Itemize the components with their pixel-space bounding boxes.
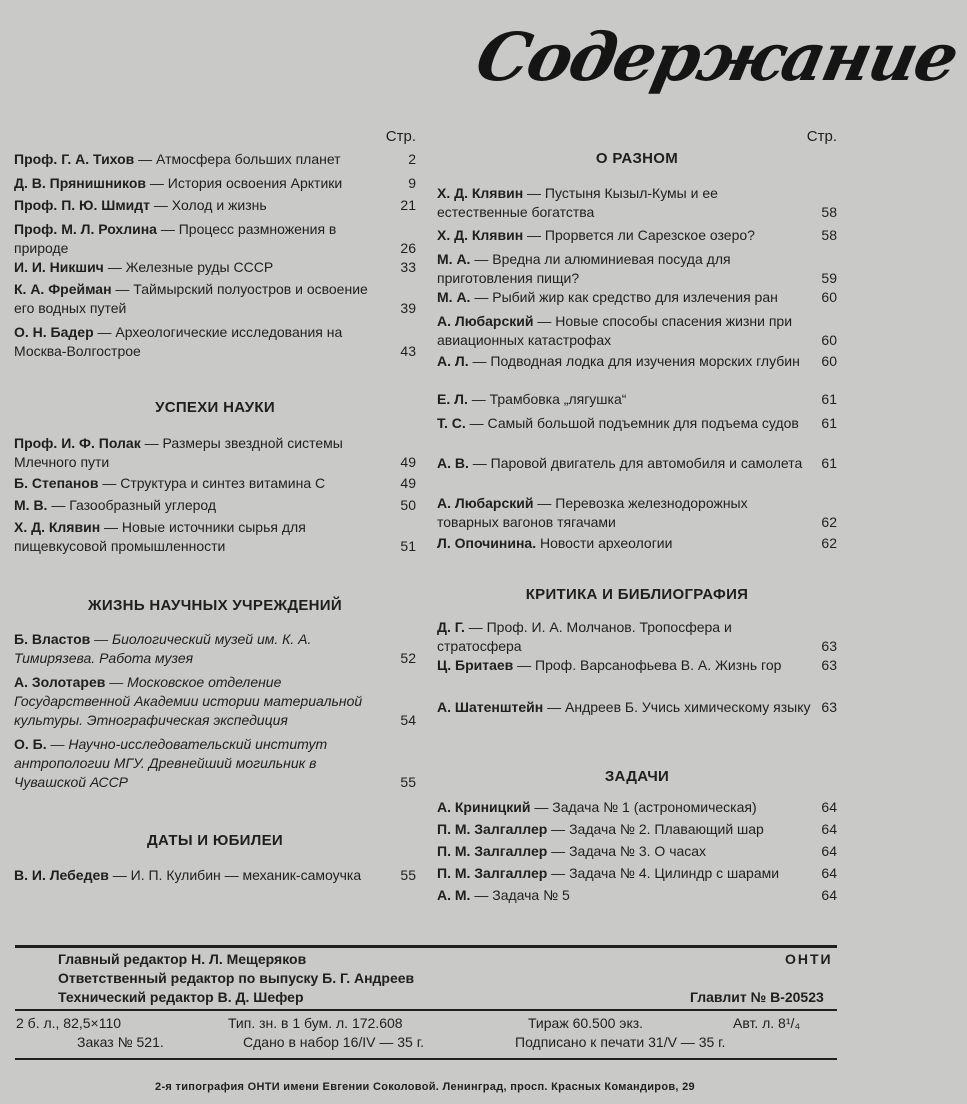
page-title: Содержание <box>469 18 964 96</box>
toc-entry-text <box>14 866 390 885</box>
toc-author: А. Любарский <box>437 495 534 511</box>
toc-entry-text <box>14 673 390 730</box>
toc-entry <box>437 618 837 656</box>
toc-title: — Археологические исследования на Москва-Волгострое <box>14 324 343 359</box>
toc-entry <box>437 226 837 245</box>
toc-title: — И. П. Кулибин — механик-самоучка <box>108 867 362 883</box>
toc-entry <box>14 174 416 193</box>
toc-page-number: 64 <box>821 887 837 903</box>
toc-title: — Газообразный углерод <box>47 497 217 513</box>
toc-page-number: 58 <box>821 227 837 243</box>
toc-author: Проф. П. Ю. Шмидт <box>14 197 151 213</box>
toc-title: — История освоения Арктики <box>146 175 343 191</box>
toc-author: Х. Д. Клявин <box>14 519 101 535</box>
toc-title: — Задача № 3. О часах <box>547 843 707 859</box>
toc-entry <box>437 184 837 222</box>
toc-title: — Московское отделение Государственной Академии истории материальной культуры. Этнографическая экспедиция <box>14 674 363 728</box>
toc-page-number: 39 <box>400 300 416 316</box>
toc-entry-text <box>14 630 390 668</box>
right-column <box>437 128 837 903</box>
toc-entry <box>437 414 837 433</box>
toc-author: А. Шатенштейн <box>437 699 544 715</box>
toc-entry-text <box>14 735 390 792</box>
toc-page-number: 49 <box>400 454 416 470</box>
toc-entry <box>437 312 837 350</box>
toc-entry-text <box>437 494 811 532</box>
sheets-format: 2 б. л., 82,5×110 <box>16 1015 122 1031</box>
toc-title: — Перевозка железнодорожных товарных вагонов тягачами <box>437 495 748 530</box>
toc-author: М. А. <box>437 289 471 305</box>
toc-author: Проф. И. Ф. Полак <box>14 435 141 451</box>
toc-author: О. Б. <box>14 736 47 752</box>
toc-entry <box>14 150 416 169</box>
toc-title: — Процесс размножения в природе <box>14 221 337 256</box>
toc-entry-text <box>437 184 811 222</box>
toc-page-number: 63 <box>821 657 837 673</box>
toc-entry-text <box>437 250 811 288</box>
toc-entry <box>437 820 837 839</box>
toc-entry-text <box>14 220 390 258</box>
toc-page-number: 21 <box>400 197 416 213</box>
toc-entry <box>14 496 416 515</box>
toc-entry <box>437 454 837 473</box>
toc-author: А. М. <box>437 887 471 903</box>
toc-author: В. И. Лебедев <box>14 867 109 883</box>
toc-page-number: 2 <box>408 151 416 167</box>
toc-title: — Проф. И. А. Молчанов. Тропосфера и стратосфера <box>437 619 732 654</box>
toc-page-number: 51 <box>400 538 416 554</box>
toc-author: К. А. Фрейман <box>14 281 112 297</box>
toc-author: Б. Степанов <box>14 475 99 491</box>
toc-author: А. Криницкий <box>437 799 531 815</box>
footer-rule-top <box>15 945 837 948</box>
toc-entry-text <box>14 496 390 515</box>
toc-page-number: 61 <box>821 455 837 471</box>
toc-author: И. И. Никшич <box>14 259 104 275</box>
toc-page-number: 64 <box>821 843 837 859</box>
toc-page-number: 64 <box>821 821 837 837</box>
toc-author: А. Золотарев <box>14 674 106 690</box>
toc-entry <box>437 656 837 675</box>
toc-entry <box>437 798 837 817</box>
toc-author: Д. Г. <box>437 619 465 635</box>
toc-page-number: 59 <box>821 270 837 286</box>
toc-page-number: 58 <box>821 204 837 220</box>
toc-entry-text <box>14 150 390 169</box>
toc-page-number: 63 <box>821 699 837 715</box>
toc-author: О. Н. Бадер <box>14 324 94 340</box>
toc-entry <box>14 280 416 318</box>
toc-page-number: 62 <box>821 535 837 551</box>
toc-entry <box>437 352 837 371</box>
toc-entry-text <box>14 280 390 318</box>
toc-author: Х. Д. Клявин <box>437 185 524 201</box>
toc-entry <box>14 630 416 668</box>
toc-entry <box>437 250 837 288</box>
toc-author: Б. Властов <box>14 631 91 647</box>
toc-entry-text <box>437 618 811 656</box>
toc-entry-text <box>437 656 811 675</box>
toc-author: П. М. Залгаллер <box>437 865 548 881</box>
toc-page-number: 64 <box>821 799 837 815</box>
toc-title: — Подводная лодка для изучения морских глубин <box>468 353 800 369</box>
toc-title: — Задача № 4. Цилиндр с шарами <box>547 865 780 881</box>
toc-author: Л. Опочинина. <box>437 535 537 551</box>
toc-page-number: 43 <box>400 343 416 359</box>
toc-page-number: 50 <box>400 497 416 513</box>
toc-entry <box>14 258 416 277</box>
toc-entry <box>437 390 837 409</box>
toc-entry-text <box>14 323 390 361</box>
toc-title: — Пустыня Кызыл-Кумы и ее естественные богатства <box>437 185 718 220</box>
toc-author: Ц. Бритаев <box>437 657 514 673</box>
toc-title: — Таймырский полуостров и освоение его водных путей <box>14 281 368 316</box>
toc-entry-text <box>14 434 390 472</box>
toc-page-number: 63 <box>821 638 837 654</box>
toc-entry-text <box>14 174 390 193</box>
toc-page-number: 60 <box>821 332 837 348</box>
typeface-count: Тип. зн. в 1 бум. л. 172.608 <box>228 1015 403 1031</box>
toc-entry <box>14 673 416 730</box>
toc-title: — Научно-исследовательский институт антропологии МГУ. Древнейший могильник в Чувашской АССР <box>14 736 328 790</box>
toc-title: — Вредна ли алюминиевая посуда для приготовления пищи? <box>437 251 731 286</box>
toc-author: П. М. Залгаллер <box>437 843 548 859</box>
chief-editor: Главный редактор Н. Л. Мещеряков <box>58 951 307 967</box>
toc-entry <box>437 864 837 883</box>
toc-entry-text <box>437 864 811 883</box>
toc-page-number: 49 <box>400 475 416 491</box>
toc-entry-text <box>437 390 811 409</box>
toc-author: А. Любарский <box>437 313 534 329</box>
author-sheets: Авт. л. 8¹/₄ <box>733 1015 801 1031</box>
toc-author: Д. В. Прянишников <box>14 175 147 191</box>
toc-entry-text <box>14 474 390 493</box>
page-column-label: Стр. <box>806 128 837 145</box>
toc-entry <box>14 196 416 215</box>
section-heading: ЖИЗНЬ НАУЧНЫХ УЧРЕЖДЕНИЙ <box>88 597 342 614</box>
toc-entry-text <box>437 842 811 861</box>
toc-entry-text <box>437 698 811 717</box>
toc-title: — Структура и синтез витамина С <box>98 475 326 491</box>
toc-entry-text <box>437 534 811 553</box>
toc-title: — Задача № 5 <box>470 887 570 903</box>
toc-title: — Размеры звездной системы Млечного пути <box>14 435 343 470</box>
issue-editor: Ответственный редактор по выпуску Б. Г. Андреев <box>58 970 415 986</box>
toc-author: М. В. <box>14 497 48 513</box>
footer-rule-mid <box>15 1009 837 1011</box>
toc-entry <box>437 886 837 905</box>
print-run: Тираж 60.500 экз. <box>528 1015 644 1031</box>
signed-date: Подписано к печати 31/V — 35 г. <box>515 1034 726 1050</box>
publisher-onti: ОНТИ <box>785 951 833 967</box>
toc-author: Проф. Г. А. Тихов <box>14 151 135 167</box>
toc-page-number: 61 <box>821 391 837 407</box>
toc-title: — Рыбий жир как средство для излечения ран <box>470 289 778 305</box>
toc-title: — Андреев Б. Учись химическому языку <box>543 699 811 715</box>
toc-page-number: 52 <box>400 650 416 666</box>
toc-entry <box>437 842 837 861</box>
toc-entry-text <box>437 288 811 307</box>
section-heading: О РАЗНОМ <box>595 150 679 167</box>
toc-title: — Биологический музей им. К. А. Тимирязева. Работа музея <box>14 631 312 666</box>
toc-entry <box>437 534 837 553</box>
printer-imprint: 2-я типография ОНТИ имени Евгении Соколовой. Ленинград, просп. Красных Командиров, 29 <box>155 1081 695 1093</box>
toc-entry <box>437 494 837 532</box>
toc-page-number: 26 <box>400 240 416 256</box>
toc-entry-text <box>437 798 811 817</box>
toc-author: Т. С. <box>437 415 466 431</box>
toc-title: — Холод и жизнь <box>150 197 267 213</box>
toc-author: Х. Д. Клявин <box>437 227 524 243</box>
toc-title: — Железные руды СССР <box>103 259 274 275</box>
toc-entry-text <box>14 196 390 215</box>
typeset-date: Сдано в набор 16/IV — 35 г. <box>243 1034 425 1050</box>
toc-page-number: 55 <box>400 774 416 790</box>
order-number: Заказ № 521. <box>77 1034 164 1050</box>
toc-author: М. А. <box>437 251 471 267</box>
toc-title: — Прорвется ли Сарезское озеро? <box>523 227 755 243</box>
toc-page-number: 9 <box>408 175 416 191</box>
toc-entry-text <box>437 312 811 350</box>
page-column-label: Стр. <box>385 128 416 145</box>
toc-title: — Задача № 2. Плавающий шар <box>547 821 764 837</box>
toc-author: А. Л. <box>437 353 469 369</box>
toc-entry-text <box>437 226 811 245</box>
toc-title: — Новые источники сырья для пищевкусовой промышленности <box>14 519 306 554</box>
toc-entry-text <box>14 258 390 277</box>
glavlit-number: Главлит № В-20523 <box>690 989 824 1005</box>
toc-entry <box>14 735 416 792</box>
toc-page-number: 54 <box>400 712 416 728</box>
toc-page-number: 60 <box>821 353 837 369</box>
footer-rule-bottom <box>15 1058 837 1060</box>
toc-title: — Задача № 1 (астрономическая) <box>530 799 757 815</box>
section-heading: ДАТЫ И ЮБИЛЕИ <box>147 832 283 849</box>
toc-title: — Атмосфера больших планет <box>134 151 341 167</box>
toc-entry <box>437 698 837 717</box>
toc-page-number: 64 <box>821 865 837 881</box>
toc-author: Е. Л. <box>437 391 468 407</box>
toc-title: — Новые способы спасения жизни при авиационных катастрофах <box>437 313 793 348</box>
toc-entry-text <box>437 454 811 473</box>
toc-entry-text <box>437 820 811 839</box>
section-heading: УСПЕХИ НАУКИ <box>155 399 275 416</box>
toc-page-number: 55 <box>400 867 416 883</box>
toc-entry <box>14 220 416 258</box>
toc-entry <box>14 474 416 493</box>
toc-page-number: 60 <box>821 289 837 305</box>
toc-entry-text <box>437 352 811 371</box>
toc-page-number: 61 <box>821 415 837 431</box>
section-heading: ЗАДАЧИ <box>604 768 670 785</box>
section-heading: КРИТИКА И БИБЛИОГРАФИЯ <box>525 586 749 603</box>
toc-title: — Трамбовка „лягушка“ <box>467 391 627 407</box>
toc-title: — Паровой двигатель для автомобиля и самолета <box>468 455 803 471</box>
toc-entry-text <box>437 414 811 433</box>
toc-author: Проф. М. Л. Рохлина <box>14 221 157 237</box>
toc-page-number: 62 <box>821 514 837 530</box>
toc-entry <box>437 288 837 307</box>
toc-entry <box>14 866 416 885</box>
toc-entry <box>14 518 416 556</box>
toc-entry <box>14 434 416 472</box>
toc-author: А. В. <box>437 455 469 471</box>
toc-title: — Самый большой подъемник для подъема судов <box>465 415 799 431</box>
toc-title: — Проф. Варсанофьева В. А. Жизнь гор <box>513 657 782 673</box>
toc-entry <box>14 323 416 361</box>
left-column <box>14 128 416 883</box>
toc-author: П. М. Залгаллер <box>437 821 548 837</box>
toc-page-number: 33 <box>400 259 416 275</box>
tech-editor: Технический редактор В. Д. Шефер <box>58 989 304 1005</box>
toc-entry-text <box>437 886 811 905</box>
toc-entry-text <box>14 518 390 556</box>
toc-title: Новости археологии <box>536 535 673 551</box>
